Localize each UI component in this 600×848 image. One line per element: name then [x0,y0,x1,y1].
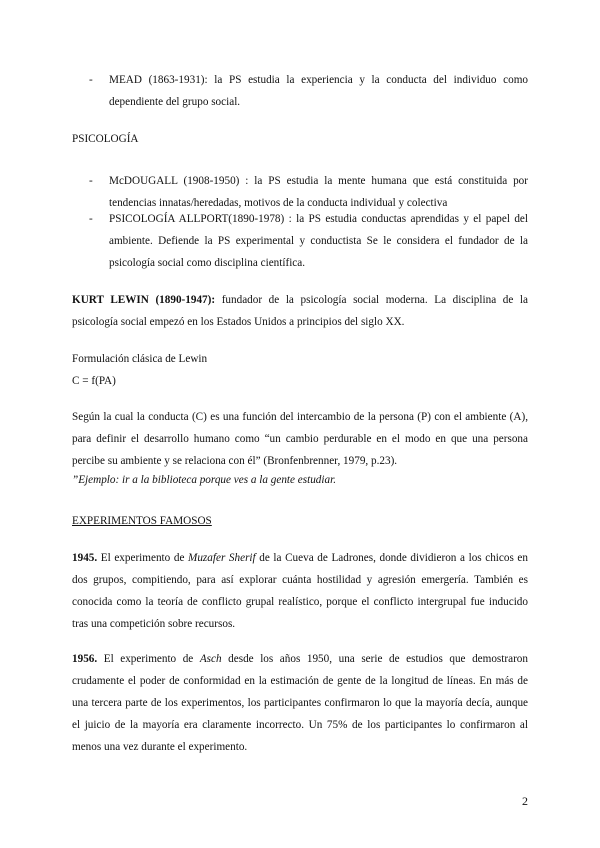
bullet-dash: - [89,74,93,86]
section-heading-psicologia: PSICOLOGÍA [72,133,139,145]
page-number: 2 [522,794,528,808]
example-line: ”Ejemplo: ir a la biblioteca porque ves a la gente estudiar. [72,474,337,486]
bullet-dash: - [89,175,93,187]
year-1956: 1956. [72,653,98,665]
exp1956-pre: El experimento de [97,653,200,665]
formula-label: Formulación clásica de Lewin [72,353,208,365]
year-1945: 1945. [72,552,98,564]
exp1956-name: Asch [199,653,222,665]
exp1945-pre: El experimento de [97,552,189,564]
paragraph-1956 [72,648,528,758]
paragraph-explanation: Según la cual la conducta (C) es una función del intercambio de la persona (P) con el ambiente (A), para definir el desarrollo humano como “un cambio perdurable en el modo en que una persona percibe su ambiente y se relaciona con él” (Bronfenbrenner, 1979, p.23). [72,411,528,467]
exp1945-post: de la Cueva de Ladrones, donde dividieron a los chicos en dos grupos, compitiendo, para así explorar cuánta hostilidad y agresión emergería. También es conocida como la teoría de conflicto grupal realístico, porque el conflicto intergrupal fue inducido tras una competición sobre recursos. [72,552,528,630]
paragraph-lewin [72,289,528,333]
bullet-text: McDOUGALL (1908-1950) : la PS estudia la mente humana que está constituida por tendencias innatas/heredadas, motivos de la conducta individual y colectiva [109,175,528,209]
experimentos-heading-text: EXPERIMENTOS FAMOSOS [72,515,212,527]
bullet-text: MEAD (1863-1931): la PS estudia la experiencia y la conducta del individuo como dependiente del grupo social. [109,74,528,108]
bullet-dash: - [89,213,93,225]
lewin-text: fundador de la psicología social moderna. La disciplina de la psicología social empezó en los Estados Unidos a principios del siglo XX. [72,294,528,328]
lewin-name: KURT LEWIN (1890-1947): [72,294,216,306]
paragraph-1945 [72,547,528,635]
exp1956-post: desde los años 1950, una serie de estudios que demostraron crudamente el poder de conformidad en la estimación de gente de la longitud de líneas. En más de una tercera parte de los experimentos, los participantes confirmaron lo que la mayoría decía, aunque el juicio de la mayoría era claramente incorrecto. Un 75% de los participantes lo confirmaron al menos una vez durante el experimento. [72,653,528,753]
section-heading-experimentos [72,510,528,532]
formula-equation: C = f(PA) [72,375,116,387]
exp1945-name: Muzafer Sherif [188,552,256,564]
bullet-text: PSICOLOGÍA ALLPORT(1890-1978) : la PS estudia conductas aprendidas y el papel del ambiente. Defiende la PS experimental y conductista Se le considera el fundador de la psicología social como disciplina científica. [109,213,528,269]
